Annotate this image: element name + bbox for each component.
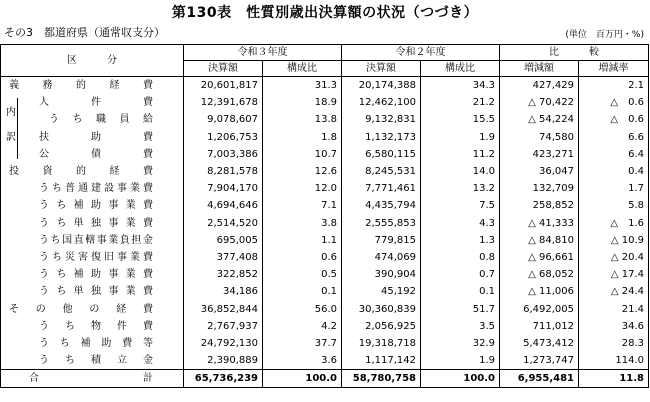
cell-r2r: 15.5 xyxy=(421,111,500,128)
row-label xyxy=(1,146,184,163)
row-label-text: う ち 物 件 費 xyxy=(39,320,153,332)
cell-r3: 9,078,607 xyxy=(184,111,263,128)
header-compare: 比 較 xyxy=(500,45,649,61)
table-row xyxy=(1,94,649,111)
row-label xyxy=(1,180,184,197)
cell-rate: △ 20.4 xyxy=(579,249,649,266)
cell-r3r: 0.1 xyxy=(263,283,342,300)
cell-r3r: 10.7 xyxy=(263,146,342,163)
cell-diff: 36,047 xyxy=(500,163,579,180)
header-r3-amount: 決算額 xyxy=(184,61,263,77)
table-row xyxy=(1,129,649,146)
cell-r2: 4,435,794 xyxy=(342,197,421,214)
row-label xyxy=(1,94,184,119)
cell-diff: △ 84,810 xyxy=(500,232,579,249)
cell-rate: 34.6 xyxy=(579,318,649,335)
cell-r2r: 32.9 xyxy=(421,335,500,352)
breakdown-marker: 内 xyxy=(6,107,16,119)
row-label xyxy=(1,283,184,300)
cell-r2: 19,318,718 xyxy=(342,335,421,352)
row-label xyxy=(1,370,184,388)
header-rate: 増減率 xyxy=(579,61,649,77)
cell-diff: 258,852 xyxy=(500,197,579,214)
row-label xyxy=(1,352,184,370)
table-row xyxy=(1,352,649,370)
cell-r3: 65,736,239 xyxy=(184,370,263,388)
breakdown-bracket xyxy=(17,129,22,147)
cell-r3r: 37.7 xyxy=(263,335,342,352)
cell-rate: 2.1 xyxy=(579,77,649,95)
row-label-text: う ち 単 独 事 業 費 xyxy=(39,217,153,229)
row-label-text: う ち 補 助 事 業 費 xyxy=(39,200,153,212)
cell-r3: 377,408 xyxy=(184,249,263,266)
cell-r3r: 31.3 xyxy=(263,77,342,95)
cell-r2: 58,780,758 xyxy=(342,370,421,388)
cell-r2r: 1.9 xyxy=(421,129,500,146)
cell-r2: 9,132,831 xyxy=(342,111,421,128)
cell-r2r: 0.7 xyxy=(421,266,500,283)
cell-r2: 20,174,388 xyxy=(342,77,421,95)
cell-diff: 1,273,747 xyxy=(500,352,579,370)
cell-diff: 132,709 xyxy=(500,180,579,197)
row-label-text: 義 務 的 経 費 xyxy=(9,80,153,92)
table-title: 第130表 性質別歳出決算額の状況（つづき） xyxy=(171,5,479,21)
cell-rate: 114.0 xyxy=(579,352,649,370)
table-row xyxy=(1,335,649,352)
cell-diff: △ 70,422 xyxy=(500,94,579,111)
table-row xyxy=(1,197,649,214)
header-r2-ratio: 構成比 xyxy=(421,61,500,77)
cell-r3r: 12.0 xyxy=(263,180,342,197)
cell-diff: △ 96,661 xyxy=(500,249,579,266)
cell-r2: 30,360,839 xyxy=(342,300,421,317)
cell-rate: △ 24.4 xyxy=(579,283,649,300)
table-row xyxy=(1,318,649,335)
cell-diff: △ 54,224 xyxy=(500,111,579,128)
cell-r3: 34,186 xyxy=(184,283,263,300)
cell-rate: 28.3 xyxy=(579,335,649,352)
table-row xyxy=(1,232,649,249)
cell-rate: △ 0.6 xyxy=(579,111,649,128)
cell-r2r: 1.9 xyxy=(421,352,500,370)
row-label xyxy=(1,215,184,232)
cell-r3: 36,852,844 xyxy=(184,300,263,317)
table-row xyxy=(1,111,649,128)
cell-r3: 4,694,646 xyxy=(184,197,263,214)
cell-rate: 21.4 xyxy=(579,300,649,317)
row-label-text: う ち 補 助 事 業 費 xyxy=(39,269,153,281)
cell-diff: 6,955,481 xyxy=(500,370,579,388)
cell-r2: 1,117,142 xyxy=(342,352,421,370)
cell-r3: 2,767,937 xyxy=(184,318,263,335)
unit-note: (単位 百万円・%) xyxy=(565,30,644,40)
cell-r2r: 21.2 xyxy=(421,94,500,111)
cell-r3: 20,601,817 xyxy=(184,77,263,95)
row-label-text: う ち 補 助 費 等 xyxy=(39,337,153,349)
cell-rate: 0.4 xyxy=(579,163,649,180)
cell-r3r: 13.8 xyxy=(263,111,342,128)
cell-r2: 2,555,853 xyxy=(342,215,421,232)
header-diff: 増減額 xyxy=(500,61,579,77)
table-row xyxy=(1,146,649,163)
cell-r3: 322,852 xyxy=(184,266,263,283)
cell-r3: 1,206,753 xyxy=(184,129,263,146)
row-label xyxy=(1,335,184,352)
table-row xyxy=(1,283,649,300)
cell-diff: △ 11,006 xyxy=(500,283,579,300)
breakdown-bracket xyxy=(17,146,22,159)
cell-r3r: 100.0 xyxy=(263,370,342,388)
row-label xyxy=(1,77,184,95)
cell-r2r: 3.5 xyxy=(421,318,500,335)
row-label-text: う ち 職 員 給 xyxy=(49,114,153,126)
cell-r2: 2,056,925 xyxy=(342,318,421,335)
cell-r3: 7,904,170 xyxy=(184,180,263,197)
breakdown-marker: 訳 xyxy=(6,131,16,143)
header-r3: 令和３年度 xyxy=(184,45,342,61)
cell-r3r: 1.8 xyxy=(263,129,342,146)
cell-r3r: 56.0 xyxy=(263,300,342,317)
header-r3-ratio: 構成比 xyxy=(263,61,342,77)
cell-r3: 2,390,889 xyxy=(184,352,263,370)
row-label xyxy=(1,249,184,266)
header-r2-amount: 決算額 xyxy=(342,61,421,77)
cell-rate: 1.7 xyxy=(579,180,649,197)
header-r2: 令和２年度 xyxy=(342,45,500,61)
table-row xyxy=(1,77,649,95)
cell-r2: 390,904 xyxy=(342,266,421,283)
header-category: 区 分 xyxy=(1,45,184,77)
cell-r2: 474,069 xyxy=(342,249,421,266)
table-subtitle: その3 都道府県（通常収支分） xyxy=(4,26,165,39)
cell-r2r: 11.2 xyxy=(421,146,500,163)
row-label-text: う ち 単 独 事 業 費 xyxy=(39,286,153,298)
table-row xyxy=(1,215,649,232)
cell-r2r: 100.0 xyxy=(421,370,500,388)
cell-r2: 45,192 xyxy=(342,283,421,300)
cell-r3: 8,281,578 xyxy=(184,163,263,180)
row-label-text: 投 資 的 経 費 xyxy=(9,166,153,178)
row-label xyxy=(1,163,184,180)
cell-r3r: 1.1 xyxy=(263,232,342,249)
total-row xyxy=(1,370,649,388)
cell-r2: 1,132,173 xyxy=(342,129,421,146)
cell-rate: △ 0.6 xyxy=(579,94,649,111)
cell-r2: 6,580,115 xyxy=(342,146,421,163)
row-label-text: 公 債 費 xyxy=(39,148,153,160)
cell-r2: 12,462,100 xyxy=(342,94,421,111)
cell-r3r: 0.5 xyxy=(263,266,342,283)
row-label-text: そ の 他 の 経 費 xyxy=(9,303,153,315)
cell-r2r: 51.7 xyxy=(421,300,500,317)
cell-r3r: 0.6 xyxy=(263,249,342,266)
cell-rate: 5.8 xyxy=(579,197,649,214)
row-label xyxy=(1,197,184,214)
breakdown-bracket xyxy=(17,98,22,112)
cell-r2r: 34.3 xyxy=(421,77,500,95)
cell-rate: △ 10.9 xyxy=(579,232,649,249)
cell-diff: △ 41,333 xyxy=(500,215,579,232)
table-row xyxy=(1,300,649,317)
cell-rate: △ 17.4 xyxy=(579,266,649,283)
cell-r3r: 3.8 xyxy=(263,215,342,232)
row-label xyxy=(1,266,184,283)
cell-diff: 423,271 xyxy=(500,146,579,163)
table-body xyxy=(1,77,649,388)
cell-rate: 6.4 xyxy=(579,146,649,163)
cell-rate: 6.6 xyxy=(579,129,649,146)
cell-diff: 74,580 xyxy=(500,129,579,146)
cell-r2: 7,771,461 xyxy=(342,180,421,197)
table-row xyxy=(1,180,649,197)
cell-r2r: 1.3 xyxy=(421,232,500,249)
row-label-text: 合 計 xyxy=(29,373,153,385)
cell-r2r: 7.5 xyxy=(421,197,500,214)
cell-diff: 711,012 xyxy=(500,318,579,335)
cell-r2r: 0.8 xyxy=(421,249,500,266)
breakdown-bracket xyxy=(17,111,22,129)
row-label-text: 扶 助 費 xyxy=(39,131,153,143)
cell-r3r: 12.6 xyxy=(263,163,342,180)
table-row xyxy=(1,266,649,283)
cell-r2r: 13.2 xyxy=(421,180,500,197)
row-label xyxy=(1,129,184,146)
cell-r3: 695,005 xyxy=(184,232,263,249)
cell-r3: 7,003,386 xyxy=(184,146,263,163)
row-label-text: う ち 国 直 轄 事 業 負 担 金 xyxy=(39,234,153,246)
cell-r3r: 18.9 xyxy=(263,94,342,111)
cell-r2r: 14.0 xyxy=(421,163,500,180)
cell-r2r: 4.3 xyxy=(421,215,500,232)
cell-r3: 12,391,678 xyxy=(184,94,263,111)
row-label-text: う ち 積 立 金 xyxy=(39,355,153,367)
table-row xyxy=(1,163,649,180)
cell-r3r: 4.2 xyxy=(263,318,342,335)
cell-diff: △ 68,052 xyxy=(500,266,579,283)
row-label xyxy=(1,232,184,249)
cell-r3: 2,514,520 xyxy=(184,215,263,232)
table-row xyxy=(1,249,649,266)
cell-r2: 779,815 xyxy=(342,232,421,249)
cell-r3r: 7.1 xyxy=(263,197,342,214)
cell-r3: 24,792,130 xyxy=(184,335,263,352)
cell-r3r: 3.6 xyxy=(263,352,342,370)
cell-r2: 8,245,531 xyxy=(342,163,421,180)
row-label xyxy=(1,318,184,335)
row-label-text: 人 件 費 xyxy=(39,97,153,109)
expenditure-table xyxy=(0,44,649,388)
row-label-text: う ち 災 害 復 旧 事 業 費 xyxy=(39,251,153,263)
row-label-text: う ち 普 通 建 設 事 業 費 xyxy=(39,183,153,195)
row-label xyxy=(1,300,184,317)
cell-diff: 5,473,412 xyxy=(500,335,579,352)
cell-rate: △ 1.6 xyxy=(579,215,649,232)
cell-r2r: 0.1 xyxy=(421,283,500,300)
cell-diff: 6,492,005 xyxy=(500,300,579,317)
row-label xyxy=(1,111,184,128)
cell-diff: 427,429 xyxy=(500,77,579,95)
cell-rate: 11.8 xyxy=(579,370,649,388)
